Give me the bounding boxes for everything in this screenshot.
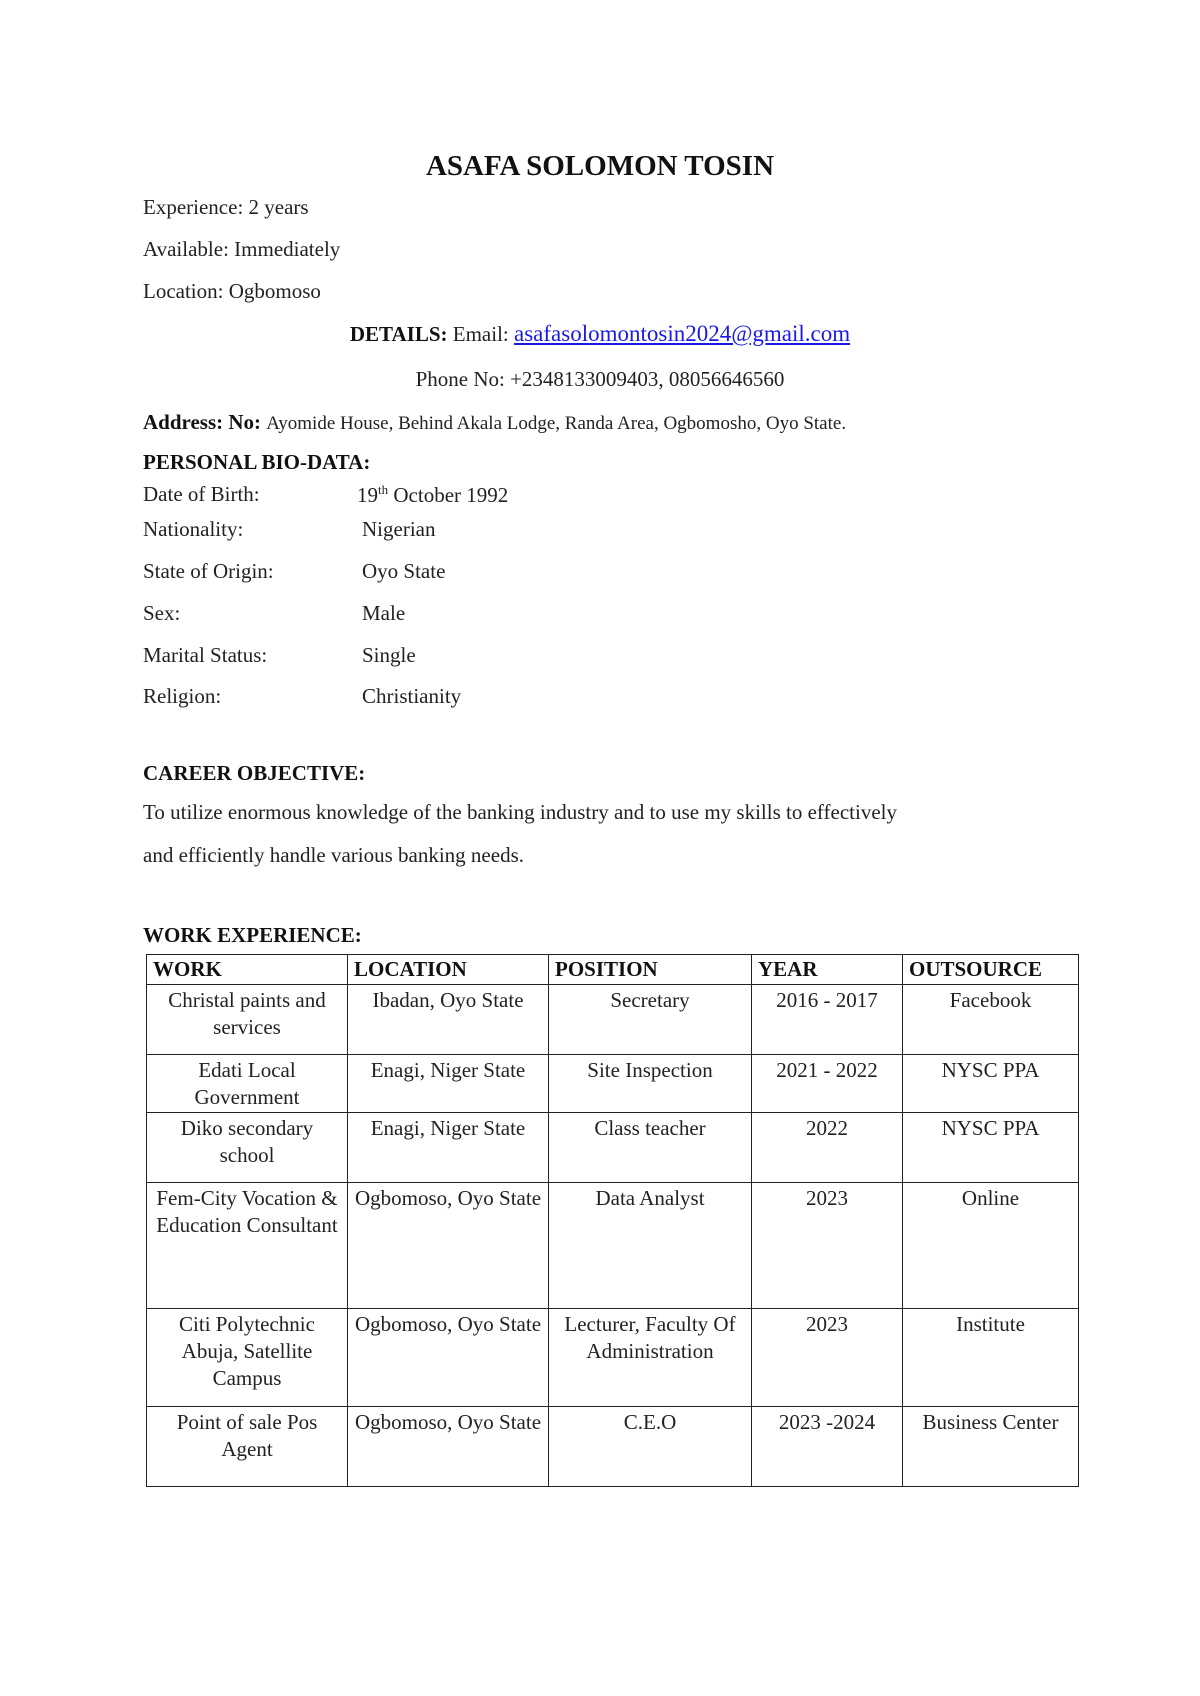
- position-cell: Secretary: [549, 985, 752, 1055]
- table-row: [147, 985, 1079, 1055]
- year-cell: 2021 - 2022: [752, 1055, 903, 1113]
- table-row: [147, 1309, 1079, 1407]
- year-cell: 2023: [752, 1183, 903, 1309]
- location-cell: Enagi, Niger State: [348, 1055, 549, 1113]
- column-header-location: LOCATION: [348, 955, 549, 985]
- email-label: Email:: [452, 322, 509, 346]
- outsource-cell: NYSC PPA: [903, 1113, 1079, 1183]
- location-cell: Ogbomoso, Oyo State: [348, 1407, 549, 1487]
- outsource-cell: NYSC PPA: [903, 1055, 1079, 1113]
- marital-label: Marital Status:: [143, 643, 268, 667]
- position-cell: Site Inspection: [549, 1055, 752, 1113]
- phone-line: Phone No: +2348133009403, 08056646560: [415, 367, 785, 391]
- column-header-outsource: OUTSOURCE: [903, 955, 1079, 985]
- address-value: Ayomide House, Behind Akala Lodge, Randa Area, Ogbomosho, Oyo State.: [266, 413, 847, 434]
- biodata-heading: PERSONAL BIO-DATA:: [143, 450, 371, 474]
- work-cell: Point of sale Pos Agent: [147, 1407, 348, 1487]
- position-cell: Data Analyst: [549, 1183, 752, 1309]
- origin-value: Oyo State: [362, 559, 446, 583]
- year-cell: 2022: [752, 1113, 903, 1183]
- details-label: DETAILS:: [349, 322, 448, 346]
- position-cell: C.E.O: [549, 1407, 752, 1487]
- dob-rest: October 1992: [388, 483, 509, 507]
- dob-label: Date of Birth:: [143, 482, 260, 506]
- address-line: [143, 410, 846, 435]
- objective-line-1: To utilize enormous knowledge of the banking industry and to use my skills to effectively: [143, 800, 898, 824]
- location-cell: Enagi, Niger State: [348, 1113, 549, 1183]
- column-header-year: YEAR: [752, 955, 903, 985]
- dob-day: 19: [357, 483, 378, 507]
- work-heading: WORK EXPERIENCE:: [143, 923, 362, 947]
- experience-line: Experience: 2 years: [143, 195, 309, 219]
- outsource-cell: Online: [903, 1183, 1079, 1309]
- table-header-row: [147, 955, 1079, 985]
- table-row: [147, 1407, 1079, 1487]
- work-experience-table: [146, 954, 1079, 1487]
- position-cell: Class teacher: [549, 1113, 752, 1183]
- table-row: [147, 1113, 1079, 1183]
- location-cell: Ogbomoso, Oyo State: [348, 1183, 549, 1309]
- outsource-cell: Facebook: [903, 985, 1079, 1055]
- location-cell: Ogbomoso, Oyo State: [348, 1309, 549, 1407]
- column-header-position: POSITION: [549, 955, 752, 985]
- table-row: [147, 1055, 1079, 1113]
- work-cell: Edati Local Government: [147, 1055, 348, 1113]
- nationality-value: Nigerian: [362, 517, 436, 541]
- table-row: [147, 1183, 1079, 1309]
- objective-line-2: and efficiently handle various banking needs.: [143, 843, 524, 867]
- dob-suffix: th: [378, 482, 389, 497]
- sex-label: Sex:: [143, 601, 181, 625]
- dob-value: [357, 482, 508, 508]
- objective-heading: CAREER OBJECTIVE:: [143, 761, 366, 785]
- religion-label: Religion:: [143, 684, 222, 708]
- location-cell: Ibadan, Oyo State: [348, 985, 549, 1055]
- religion-value: Christianity: [362, 684, 462, 708]
- details-line: [0, 321, 1200, 347]
- marital-value: Single: [362, 643, 416, 667]
- sex-value: Male: [362, 601, 406, 625]
- address-label: Address: No:: [143, 410, 262, 434]
- availability-line: Available: Immediately: [143, 237, 341, 261]
- resume-name: ASAFA SOLOMON TOSIN: [425, 150, 775, 182]
- outsource-cell: Institute: [903, 1309, 1079, 1407]
- outsource-cell: Business Center: [903, 1407, 1079, 1487]
- work-cell: Citi Polytechnic Abuja, Satellite Campus: [147, 1309, 348, 1407]
- column-header-work: WORK: [147, 955, 348, 985]
- position-cell: Lecturer, Faculty Of Administration: [549, 1309, 752, 1407]
- year-cell: 2023: [752, 1309, 903, 1407]
- work-cell: Fem-City Vocation & Education Consultant: [147, 1183, 348, 1309]
- work-cell: Christal paints and services: [147, 985, 348, 1055]
- nationality-label: Nationality:: [143, 517, 244, 541]
- location-line: Location: Ogbomoso: [143, 279, 321, 303]
- year-cell: 2023 -2024: [752, 1407, 903, 1487]
- work-cell: Diko secondary school: [147, 1113, 348, 1183]
- origin-label: State of Origin:: [143, 559, 274, 583]
- email-link[interactable]: asafasolomontosin2024@gmail.com: [514, 321, 851, 346]
- year-cell: 2016 - 2017: [752, 985, 903, 1055]
